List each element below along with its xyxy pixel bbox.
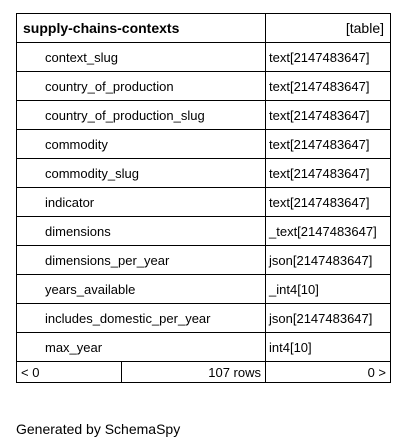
column-type: text[2147483647] [266, 130, 391, 159]
column-type: text[2147483647] [266, 159, 391, 188]
column-type: json[2147483647] [266, 304, 391, 333]
table-name[interactable]: supply-chains-contexts [17, 14, 266, 43]
column-name[interactable]: indicator [17, 188, 266, 217]
table-header-row [17, 14, 391, 43]
column-type: text[2147483647] [266, 43, 391, 72]
column-row[interactable] [17, 275, 391, 304]
column-name[interactable]: includes_domestic_per_year [17, 304, 266, 333]
column-row[interactable] [17, 333, 391, 362]
column-name[interactable]: country_of_production [17, 72, 266, 101]
column-name[interactable]: country_of_production_slug [17, 101, 266, 130]
table-kind-label: [table] [266, 14, 391, 43]
generated-by-note: Generated by SchemaSpy [16, 421, 181, 437]
column-name[interactable]: commodity [17, 130, 266, 159]
column-type: _int4[10] [266, 275, 391, 304]
column-name[interactable]: context_slug [17, 43, 266, 72]
column-type: text[2147483647] [266, 188, 391, 217]
column-name[interactable]: max_year [17, 333, 266, 362]
column-type: json[2147483647] [266, 246, 391, 275]
table-footer-row [17, 362, 391, 383]
column-row[interactable] [17, 72, 391, 101]
column-type: _text[2147483647] [266, 217, 391, 246]
parents-count[interactable]: < 0 [17, 362, 122, 383]
column-type: int4[10] [266, 333, 391, 362]
column-row[interactable] [17, 217, 391, 246]
column-type: text[2147483647] [266, 72, 391, 101]
column-row[interactable] [17, 101, 391, 130]
column-type: text[2147483647] [266, 101, 391, 130]
column-row[interactable] [17, 246, 391, 275]
column-name[interactable]: years_available [17, 275, 266, 304]
column-row[interactable] [17, 130, 391, 159]
column-row[interactable] [17, 188, 391, 217]
column-name[interactable]: commodity_slug [17, 159, 266, 188]
children-count[interactable]: 0 > [266, 362, 391, 383]
column-row[interactable] [17, 304, 391, 333]
column-name[interactable]: dimensions_per_year [17, 246, 266, 275]
column-row[interactable] [17, 43, 391, 72]
row-count: 107 rows [122, 362, 266, 383]
column-name[interactable]: dimensions [17, 217, 266, 246]
column-row[interactable] [17, 159, 391, 188]
schema-table-node[interactable] [16, 13, 391, 383]
